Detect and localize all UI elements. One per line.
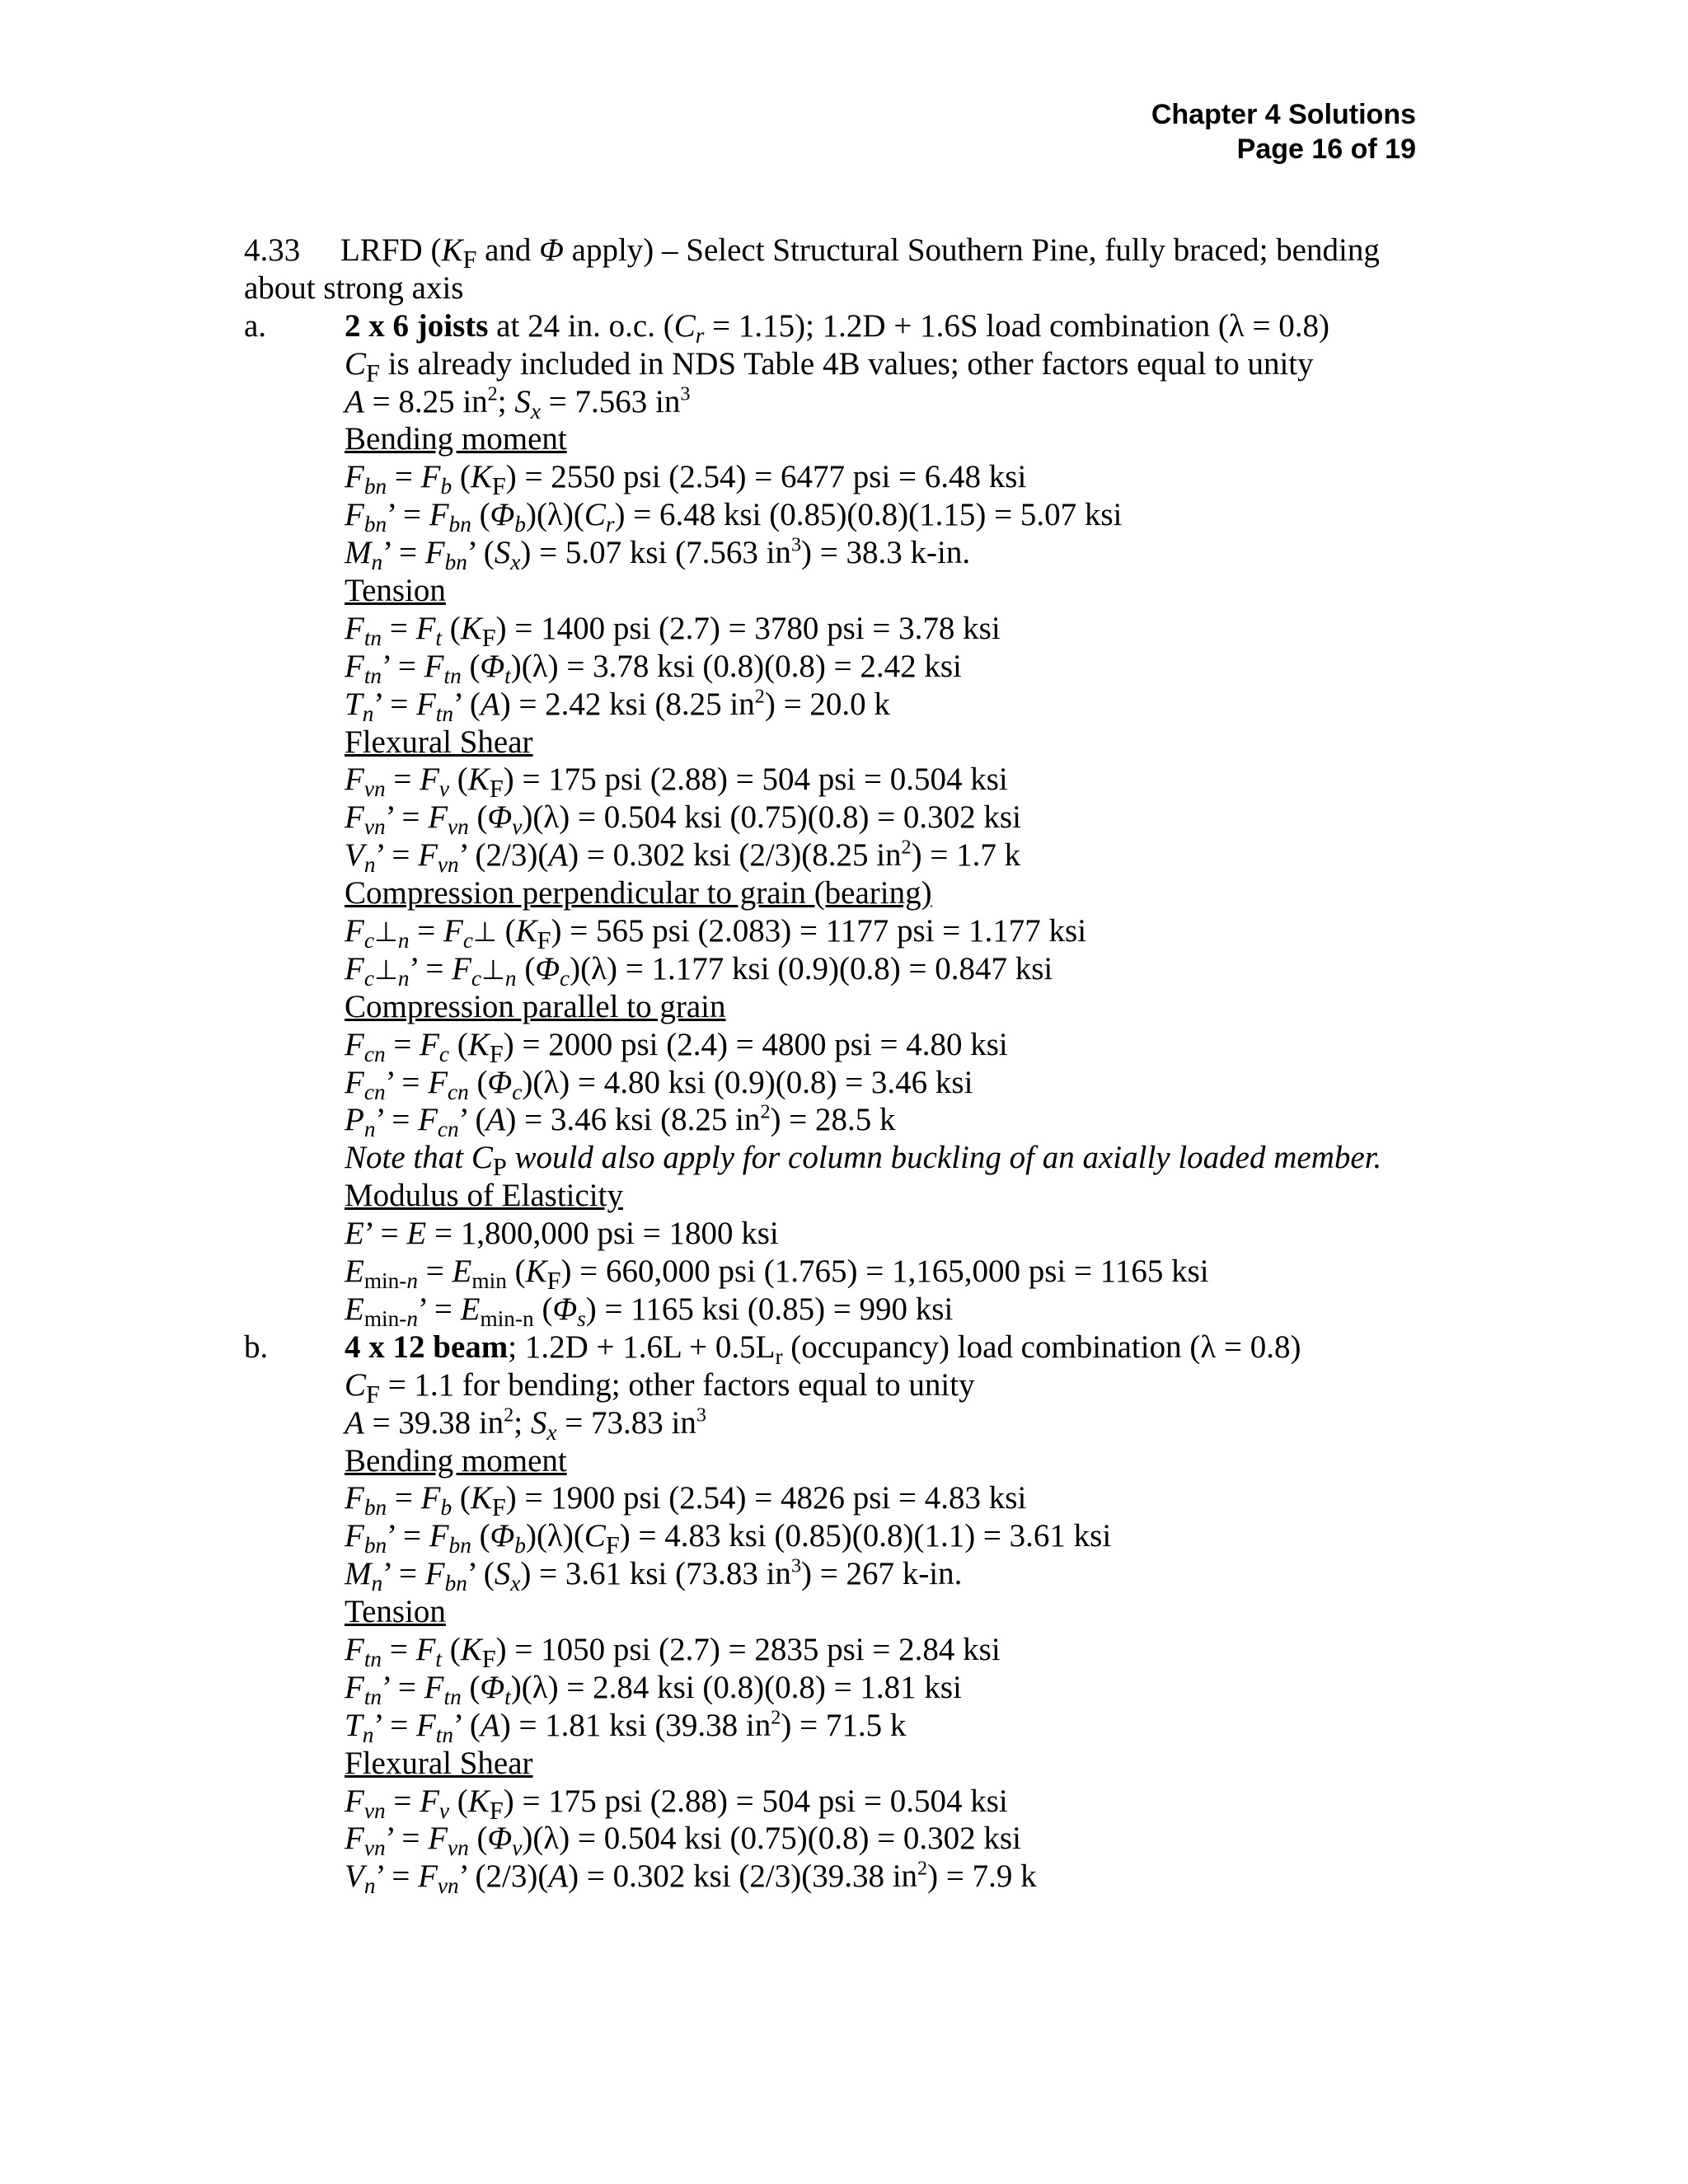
part-a-header: a. 2 x 6 joists at 24 in. o.c. $(C_r = 1.15)$; 1.2D + 1.6S load combination (λ = 0.8) [244, 307, 1330, 348]
equation-line: $F_{tn} = F_t$ $(K_F) = 1400$ psi (2.7) = 3780 psi = 3.78 ksi [345, 610, 1001, 653]
equation-line: $F_{bn}$’ = $F_{bn}$ $(\Phi_b)(\lambda)(C_F) = 4.83$ ksi (0.85)(0.8)(1.1) = 3.61 ksi [345, 1518, 1112, 1560]
equation-line: $P_n$’ = $F_{cn}$’ (A) = 3.46 ksi (8.25 $in^2) = 28.5$ k [345, 1100, 896, 1142]
problem-number: 4.33 [244, 232, 301, 268]
equation-line: $T_n$’ = $F_{tn}$’ (A) = 1.81 ksi (39.38 $in^2) = 71.5$ k [345, 1706, 907, 1747]
part-b-section-props: A = 39.38 $in^2$; $S_x = 73.83$ $in^3$ [345, 1404, 706, 1445]
part-b-header: b. 4 x 12 beam; $1.2D + 1.6L + 0.5L_r$ (occupancy) load combination (λ = 0.8) [244, 1329, 1301, 1370]
section-heading: Tension [345, 573, 446, 609]
equation-line: $F_{cn} = F_c$ $(K_F) = 2000$ psi (2.4) = 4800 psi = 4.80 ksi [345, 1026, 1008, 1068]
part-b-cf-note: $C_F = 1.1$ for bending; other factors equal to unity [345, 1366, 975, 1408]
equation-line: $F_{tn} = F_t$ $(K_F) = 1050$ psi (2.7) = 2835 psi = 2.84 ksi [345, 1631, 1001, 1674]
problem-intro: 4.33 LRFD ($K_F$ and Φ apply) – Select Structural Southern Pine, fully braced; bending [244, 232, 1380, 274]
equation-line: $E_{min-n} = E_{min}$ $(K_F) = 660,000$ psi (1.765) = 1,165,000 psi = 1165 ksi [345, 1254, 1209, 1296]
section-heading: Bending moment [345, 421, 567, 457]
problem-intro-line2: about strong axis [244, 269, 464, 306]
section-heading: Compression perpendicular to grain (bearing) [345, 875, 932, 912]
equation-line: $F_c\perp_n$ = $F_c\perp$ $(K_F) = 565$ psi (2.083) = 1177 psi = 1.177 ksi [345, 913, 1087, 955]
part-a-member: 2 x 6 joists [345, 307, 489, 344]
equation-line: $E_{min-n}$’ = $E_{min-n}$ $(\Phi_s) = 1165$ ksi (0.85) = 990 ksi [345, 1291, 954, 1332]
page-header [1151, 97, 1416, 166]
equation-line: $F_{bn} = F_b$ $(K_F) = 2550$ psi (2.54) = 6477 psi = 6.48 ksi [345, 459, 1027, 501]
equation-line: $F_{vn} = F_v$ $(K_F) = 175$ psi (2.88) = 504 psi = 0.504 ksi [345, 1783, 1008, 1825]
part-b-label: b. [244, 1329, 269, 1365]
equation-line: $V_n$’ = $F_{vn}$’ (2/3)(A) = 0.302 ksi (2/3)(39.38 $in^2) = 7.9$ k [345, 1857, 1037, 1899]
chapter-title: Chapter 4 Solutions [1151, 99, 1416, 130]
part-a-label: a. [244, 307, 267, 344]
equation-line: $M_n$’ = $F_{bn}$’ $(S_x) = 5.07$ ksi (7.563 $in^3) = 38.3$ k-in. [345, 533, 971, 575]
equation-line: $F_{bn} = F_b$ $(K_F) = 1900$ psi (2.54) = 4826 psi = 4.83 ksi [345, 1480, 1027, 1522]
equation-line: $F_{vn}$’ = $F_{vn}$ $(\Phi_v)(\lambda) = 0.504$ ksi (0.75)(0.8) = 0.302 ksi [345, 799, 1021, 840]
equation-line: E’ = E = 1,800,000 psi = 1800 ksi [345, 1216, 779, 1252]
column-buckling-note: Note that $C_P$ would also apply for column buckling of an axially loaded member. [345, 1140, 1382, 1182]
section-heading: Tension [345, 1594, 446, 1630]
equation-line: $T_n$’ = $F_{tn}$’ (A) = 2.42 ksi (8.25 $in^2) = 20.0$ k [345, 685, 890, 726]
section-heading: Bending moment [345, 1442, 567, 1479]
equation-line: $V_n$’ = $F_{vn}$’ (2/3)(A) = 0.302 ksi (2/3)(8.25 $in^2) = 1.7$ k [345, 836, 1021, 878]
equation-line: $F_{bn}$’ = $F_{bn}$ $(\Phi_b)(\lambda)(C_r) = 6.48$ ksi (0.85)(0.8)(1.15) = 5.07 ksi [345, 497, 1123, 537]
equation-line: $F_{vn} = F_v$ $(K_F) = 175$ psi (2.88) = 504 psi = 0.504 ksi [345, 762, 1008, 804]
solution-body [244, 232, 1447, 1899]
section-heading: Modulus of Elasticity [345, 1178, 623, 1214]
equation-line: $F_{vn}$’ = $F_{vn}$ $(\Phi_v)(\lambda) = 0.504$ ksi (0.75)(0.8) = 0.302 ksi [345, 1821, 1021, 1861]
problem-intro-text: apply) – Select Structural Southern Pine, fully braced; bending [571, 232, 1380, 268]
page-number: Page 16 of 19 [1236, 134, 1416, 165]
section-heading: Flexural Shear [345, 724, 533, 760]
equation-line: $F_{cn}$’ = $F_{cn}$ $(\Phi_c)(\lambda) = 4.80$ ksi (0.9)(0.8) = 3.46 ksi [345, 1064, 973, 1104]
equation-line: $F_c\perp_n$’ = $F_c\perp_n$ $(\Phi_c)(\lambda) = 1.177$ ksi (0.9)(0.8) = 0.847 ksi [345, 950, 1053, 991]
part-b-member: 4 x 12 beam [345, 1329, 509, 1365]
part-a-section-props: A = 8.25 $in^2$; $S_x = 7.563$ $in^3$ [345, 382, 691, 424]
equation-line: $M_n$’ = $F_{bn}$’ $(S_x) = 3.61$ ksi (73.83 $in^3) = 267$ k-in. [345, 1554, 963, 1596]
part-a-cf-note: $C_F$ is already included in NDS Table 4B values; other factors equal to unity [345, 345, 1314, 387]
equation-line: $F_{tn}$’ = $F_{tn}$ $(\Phi_t)(\lambda) = 2.84$ ksi (0.8)(0.8) = 1.81 ksi [345, 1669, 962, 1710]
equation-line: $F_{tn}$’ = $F_{tn}$ $(\Phi_t)(\lambda) = 3.78$ ksi (0.8)(0.8) = 2.42 ksi [345, 648, 962, 688]
section-heading: Compression parallel to grain [345, 988, 726, 1024]
section-heading: Flexural Shear [345, 1745, 533, 1781]
